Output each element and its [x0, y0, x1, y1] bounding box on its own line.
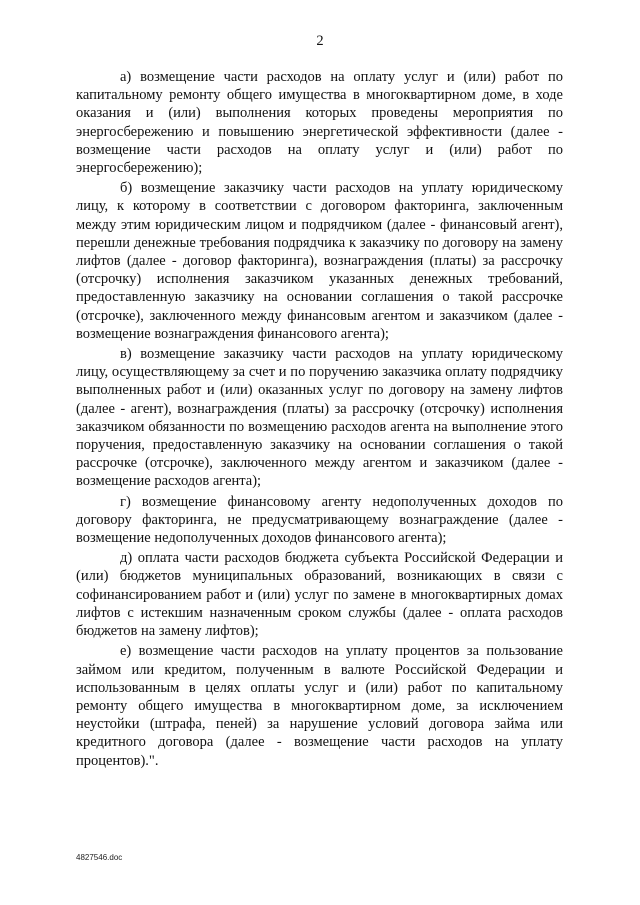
document-file-code: 4827546.doc [76, 853, 123, 862]
paragraph-v: в) возмещение заказчику части расходов на уплату юридическому лицу, осуществляющему за счет и по поручению заказчика оплату подрядчику выполненных работ и (или) оказанных услуг по договору на замену лифтов (далее - агент), вознаграждения (платы) за рассрочку (отсрочку) исполнения заказчиком обязанности по возмещению расходов агента на выполнение этого поручения, предоставленную заказчику на основании соглашения о такой рассрочке (отсрочке), заключенного между агентом и заказчиком (далее - возмещение расходов агента); [76, 346, 563, 490]
paragraph-a: а) возмещение части расходов на оплату услуг и (или) работ по капитальному ремонту общего имущества в многоквартирном доме, в ходе оказания и (или) выполнения которых проведены мероприятия по энергосбережению и повышению энергетической эффективности (далее - возмещение части расходов на оплату услуг и (или) работ по энергосбережению); [76, 69, 563, 177]
paragraph-g: г) возмещение финансовому агенту недополученных доходов по договору факторинга, не предусматривающему вознаграждение (далее - возмещение недополученных доходов финансового агента); [76, 493, 563, 547]
paragraph-d: д) оплата части расходов бюджета субъекта Российской Федерации и (или) бюджетов муниципальных образований, возникающих в связи с софинансированием работ и (или) услуг по замене в многоквартирных домах лифтов с истекшим назначенным сроком службы (далее - оплата расходов бюджетов на замену лифтов); [76, 550, 563, 640]
paragraph-e: е) возмещение части расходов на уплату процентов за пользование займом или кредитом, полученным в валюте Российской Федерации и использованным в целях оплаты услуг и (или) работ по капитальному ремонту общего имущества в многоквартирном доме, за исключением неустойки (штрафа, пеней) за нарушение условий договора займа или кредитного договора (далее - возмещение части расходов на уплату процентов).". [76, 643, 563, 769]
paragraph-b: б) возмещение заказчику части расходов на уплату юридическому лицу, к которому в соответствии с договором факторинга, заключенным между этим юридическим лицом и подрядчиком (далее - финансовый агент), перешли денежные требования подрядчика к заказчику по договору на замену лифтов (далее - договор факторинга), вознаграждения (платы) за рассрочку (отсрочку) исполнения заказчиком указанных денежных требований, предоставленную заказчику на основании соглашения о такой рассрочке (отсрочке), заключенного между финансовым агентом и заказчиком (далее - возмещение вознаграждения финансового агента); [76, 180, 563, 342]
page-number: 2 [316, 33, 324, 49]
document-body [76, 68, 563, 772]
